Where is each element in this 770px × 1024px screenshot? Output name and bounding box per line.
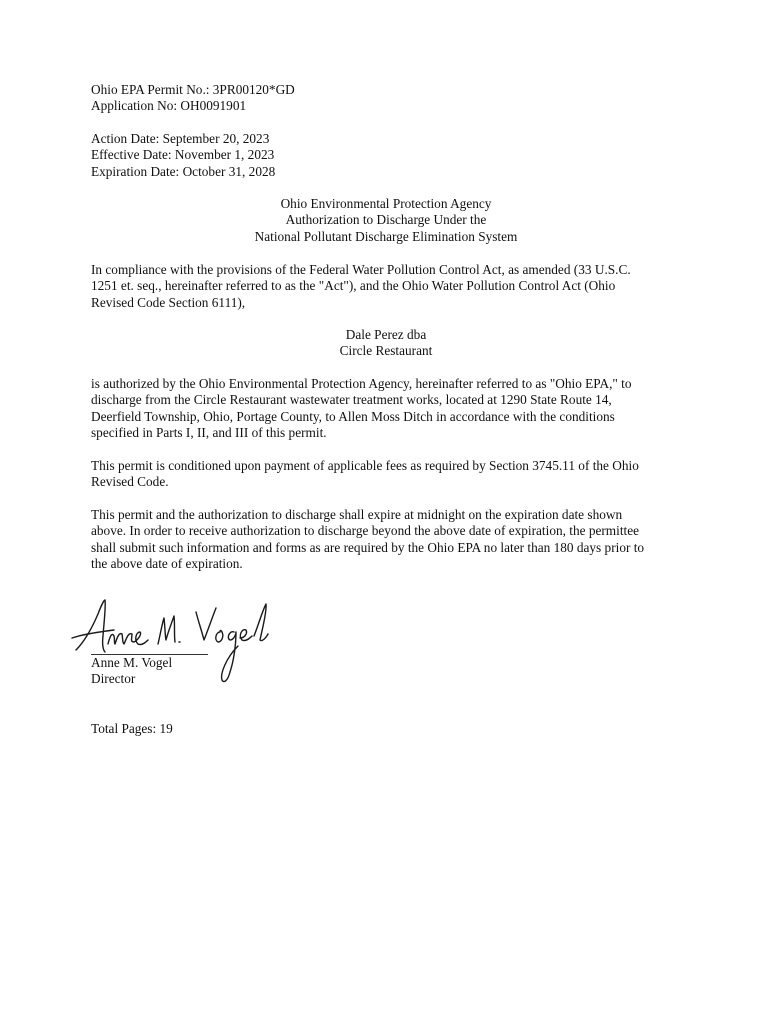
expiration-line: the above date of expiration. xyxy=(91,556,243,572)
effective-date: Effective Date: November 1, 2023 xyxy=(91,147,275,163)
authorization-line: specified in Parts I, II, and III of this permit. xyxy=(91,425,327,441)
expiration-date: Expiration Date: October 31, 2028 xyxy=(91,163,276,179)
compliance-line: 1251 et. seq., hereinafter referred to as the "Act"), and the Ohio Water Pollution Control Act (Ohio xyxy=(91,278,616,294)
fees-line: This permit is conditioned upon payment of applicable fees as required by Section 3745.11 of the Ohio xyxy=(91,458,639,473)
document-title xyxy=(91,196,681,245)
expiration-line: This permit and the authorization to discharge shall expire at midnight on the expiration date shown xyxy=(91,507,623,522)
compliance-line: Revised Code Section 6111), xyxy=(91,294,246,310)
page-count xyxy=(91,721,681,737)
action-date: Action Date: September 20, 2023 xyxy=(91,131,270,146)
authorization-heading: Authorization to Discharge Under the xyxy=(285,212,487,228)
authorization-line: Deerfield Township, Ohio, Portage County, to Allen Moss Ditch in accordance with the conditions xyxy=(91,408,615,424)
signatory-title: Director xyxy=(91,671,136,687)
permit-identifiers xyxy=(91,82,681,115)
compliance-line: In compliance with the provisions of the Federal Water Pollution Control Act, as amended (33 U.S.C. xyxy=(91,262,631,277)
compliance-paragraph xyxy=(91,262,681,311)
total-pages: Total Pages: 19 xyxy=(91,721,173,736)
agency-name: Ohio Environmental Protection Agency xyxy=(280,196,492,211)
permittee-block xyxy=(91,327,681,360)
fees-line: Revised Code. xyxy=(91,474,169,490)
authorization-paragraph xyxy=(91,376,681,442)
expiration-paragraph xyxy=(91,507,681,573)
permit-dates xyxy=(91,131,681,180)
permittee-name: Dale Perez dba xyxy=(345,327,427,342)
permit-number: Ohio EPA Permit No.: 3PR00120*GD xyxy=(91,82,295,97)
application-number: Application No: OH0091901 xyxy=(91,98,247,114)
expiration-line: above. In order to receive authorization to discharge beyond the above date of expiration, the permittee xyxy=(91,523,640,539)
fees-paragraph xyxy=(91,458,681,491)
signatory-block xyxy=(91,655,681,688)
authorization-line: discharge from the Circle Restaurant wastewater treatment works, located at 1290 State Route 14, xyxy=(91,392,612,408)
system-heading: National Pollutant Discharge Elimination System xyxy=(254,228,518,244)
authorization-line: is authorized by the Ohio Environmental Protection Agency, hereinafter referred to as "Ohio EPA," to xyxy=(91,376,632,391)
signatory-name: Anne M. Vogel xyxy=(91,655,173,670)
expiration-line: shall submit such information and forms as are required by the Ohio EPA no later than 180 days prior to xyxy=(91,539,645,555)
permittee-business: Circle Restaurant xyxy=(339,343,433,359)
